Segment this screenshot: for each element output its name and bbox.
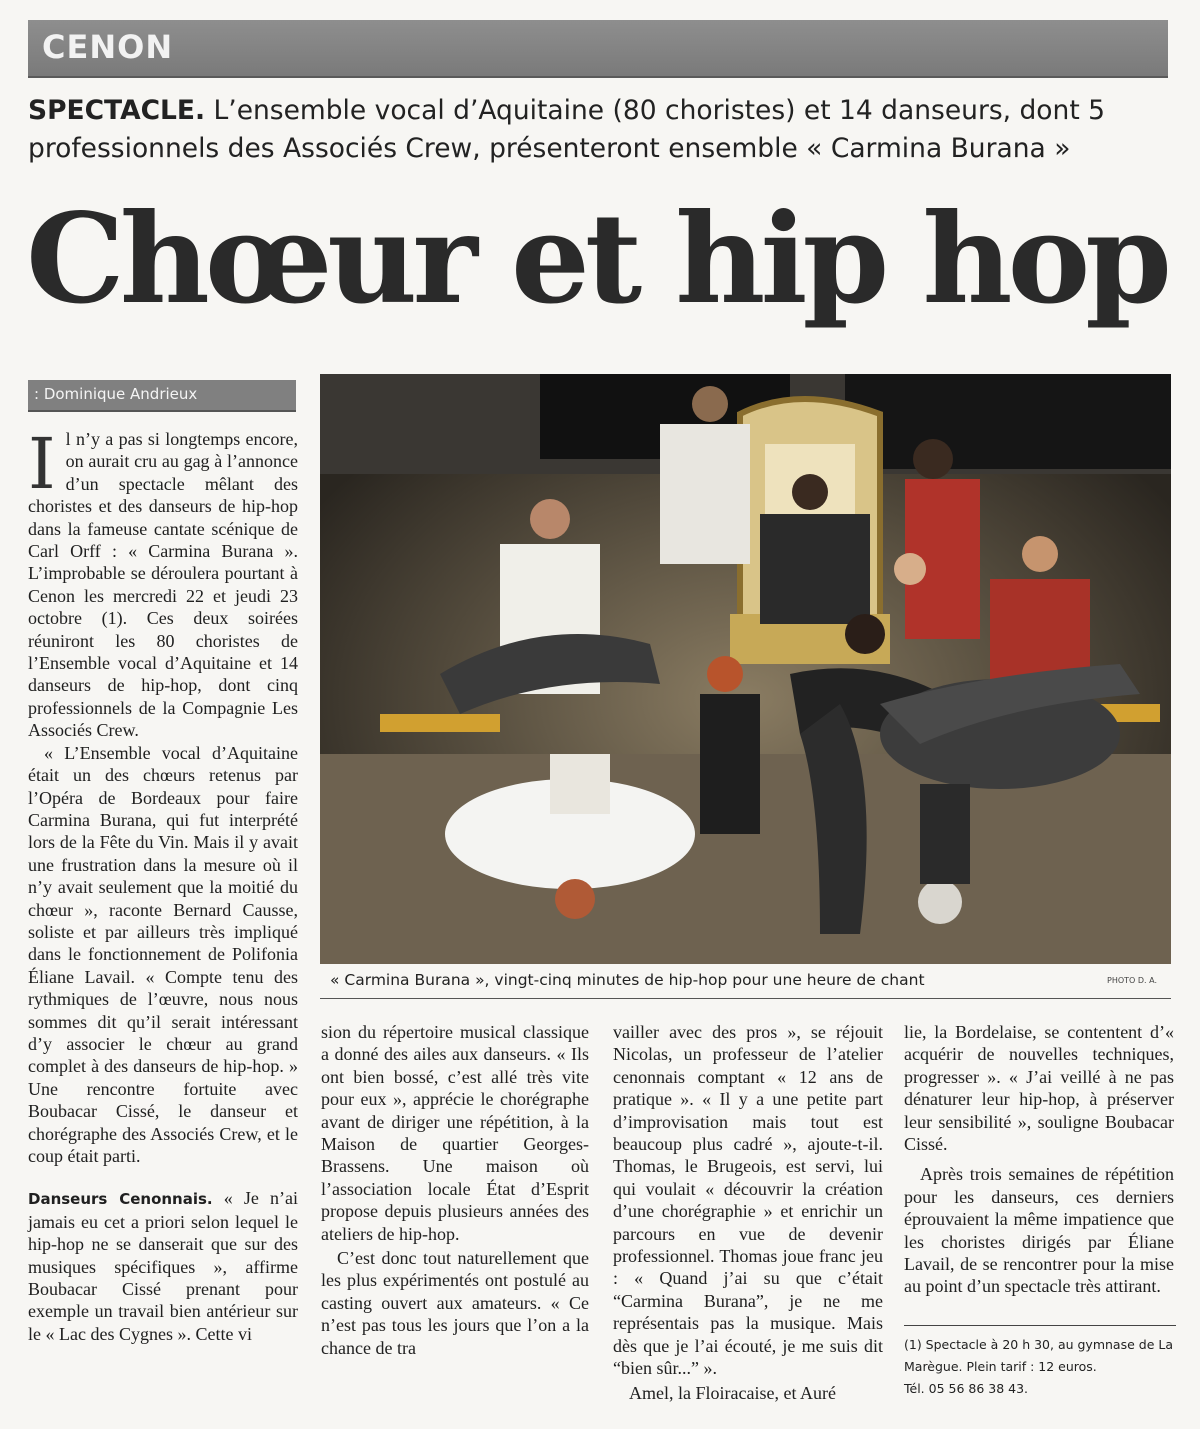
paragraph-8: lie, la Bordelaise, se contentent d’« acquérir de nouvelles techniques, progresser ». « J’ai veillé à ne pas dénaturer leur hip-hop, à préserver leur sensibilité », souligne Boubacar Cissé.: [904, 1022, 1174, 1155]
footnote: [904, 1325, 1176, 1400]
paragraph-3-text: « Je n’ai jamais eu cet a priori selon lequel le hip-hop ne se danserait que sur des musiques spécifiques », affirme Boubacar Cissé prenant pour exemple un travail bien antérieur sur le « Lac des Cygnes ». Cette vi: [28, 1188, 298, 1344]
photo: [320, 374, 1171, 964]
article-column-1: [28, 423, 298, 1345]
paragraph-7: Amel, la Floiracaise, et Auré: [629, 1382, 836, 1403]
photo-credit: PHOTO D. A.: [1107, 976, 1157, 985]
paragraph-2: « L’Ensemble vocal d’Aquitaine était un des chœurs retenus par l’Opéra de Bordeaux pour faire Carmina Burana, qui fut interprété lors de la Fête du Vin. Mais il y avait une frustration dans la mesure où il n’y avait seulement que la moitié du chœur », raconte Bernard Causse, soliste et par ailleurs très impliqué dans le fonctionnement de Polifonia Éliane Lavail. « Compte tenu des rythmiques de l’œuvre, nous nous sommes dit qu’il serait intéressant d’y associer le chœur au grand complet à des danseurs de hip-hop. » Une rencontre fortuite avec Boubacar Cissé, le danseur et chorégraphe des Associés Crew, et le coup était parti.: [28, 742, 298, 1166]
paragraph-9: Après trois semaines de répétition pour les danseurs, ces derniers éprouvaient la même impatience que les choristes dirigés par Éliane Lavail, de se rencontrer pour la mise au point d’un spectacle très attirant.: [904, 1164, 1174, 1297]
photo-illustration: [320, 374, 1171, 964]
article-column-4: [904, 1021, 1174, 1298]
photo-caption-bar: [320, 964, 1171, 999]
byline-bar: [28, 380, 296, 412]
headline: Chœur et hip hop: [26, 187, 1167, 332]
article-deck: [28, 92, 1178, 168]
paragraph-1: l n’y a pas si longtemps encore, on aurait cru au gag à l’annonce d’un spectacle mêlant des choristes et des danseurs de hip-hop dans la fameuse cantate scénique de Carl Orff : « Carmina Burana ». L’improbable se déroulera pourtant à Cenon les mercredi 22 et jeudi 23 octobre (1). Ces deux soirées réuniront les 80 choristes de l’Ensemble vocal d’Aquitaine et 14 danseurs de hip-hop, dont cinq professionnels de la Compagnie Les Associés Crew.: [28, 429, 298, 741]
article-column-3: [613, 1021, 883, 1404]
paragraph-5: C’est donc tout naturellement que les plus expérimentés ont postulé au casting ouvert aux amateurs. « Ce n’est pas tous les jours que l’on a la chance de tra: [321, 1248, 589, 1358]
paragraph-4: sion du répertoire musical classique a donné des ailes aux danseurs. « Ils ont bien bossé, c’est allé très vite pour eux », apprécie le chorégraphe avant de diriger une répétition, à la Maison de quartier Georges-Brassens. Une maison où l’association locale État d’Esprit propose depuis plusieurs années des ateliers de hip-hop.: [321, 1022, 589, 1244]
paragraph-3: [28, 1187, 298, 1345]
footnote-line-2: Tél. 05 56 86 38 43.: [904, 1381, 1029, 1396]
photo-caption: « Carmina Burana », vingt-cinq minutes de hip-hop pour une heure de chant: [330, 971, 925, 989]
article-column-2: [321, 1021, 589, 1359]
subhead: Danseurs Cenonnais.: [28, 1190, 213, 1209]
paragraph-6: vailler avec des pros », se réjouit Nicolas, un professeur de l’atelier cenonnais comptant « 12 ans de pratique ». « Il y a une petite part d’improvisation mais tout est beaucoup plus cadré », ajoute-t-il. Thomas, le Brugeois, est servi, lui qui voulait « découvrir la création d’une chorégraphie » et enrichir un parcours en vue de devenir professionnel. Thomas joue franc jeu : « Quand j’ai su que c’était “Carmina Burana”, je ne me représentais pas la musique. Mais dès que je l’ai écouté, je me suis dit “bien sûr...” ».: [613, 1022, 883, 1379]
section-banner: [28, 20, 1168, 78]
byline: : Dominique Andrieux: [34, 385, 198, 403]
deck-kicker: SPECTACLE.: [28, 95, 206, 126]
drop-cap: I: [28, 423, 56, 505]
deck-text: L’ensemble vocal d’Aquitaine (80 choristes) et 14 danseurs, dont 5 professionnels des Associés Crew, présenteront ensemble « Carmina Burana »: [28, 95, 1105, 164]
section-title: CENON: [42, 28, 174, 66]
footnote-line-1: (1) Spectacle à 20 h 30, au gymnase de La Marègue. Plein tarif : 12 euros.: [904, 1337, 1173, 1374]
